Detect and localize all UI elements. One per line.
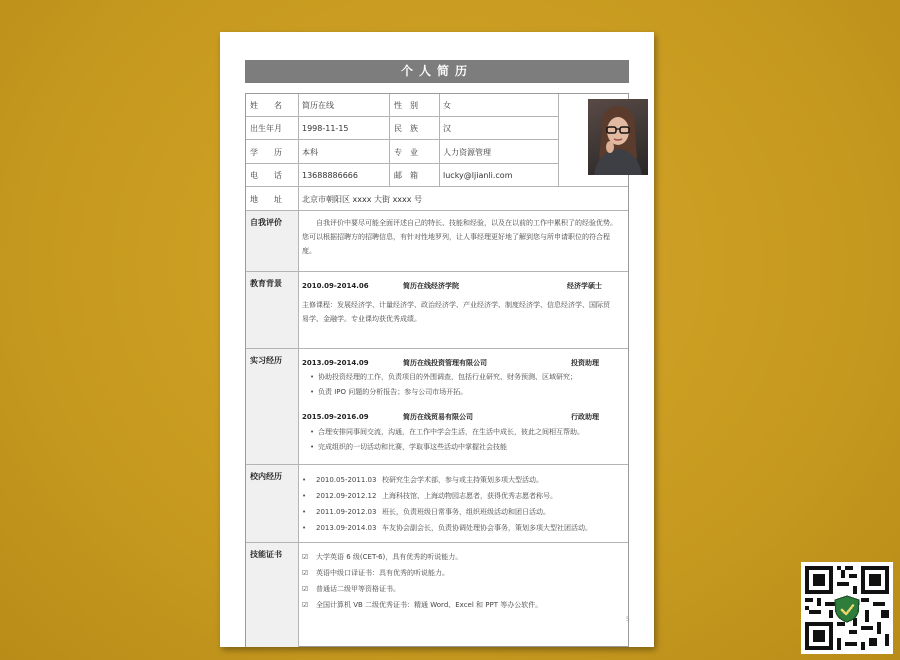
job2-item: 完成组织的一切活动和比赛，学取事这些活动中掌握社会技能 bbox=[318, 443, 507, 451]
job1-period: 2013.09-2014.09 bbox=[302, 359, 369, 367]
campus-period: 2011.09-2012.03 bbox=[316, 508, 377, 516]
bullet: • bbox=[302, 492, 307, 500]
self-eval-text: 自我评价中要尽可能全面评述自己的特长、技能和经验，以及在以前的工作中累积了的经验优势。 您可以根据招聘方的招聘信息，有针对性地罗列，让人事经理更好地了解到您与所申请职位的符合程 度。 bbox=[302, 219, 617, 255]
edu-school: 简历在线经济学院 bbox=[403, 282, 459, 290]
check-icon: ☑ bbox=[302, 553, 309, 561]
major-value: 人力资源管理 bbox=[443, 148, 491, 157]
qr-code-icon bbox=[801, 562, 893, 654]
skill-item: 英语中级口译证书：具有优秀的听说能力。 bbox=[316, 569, 449, 577]
email-value: lucky@ljianli.com bbox=[443, 171, 513, 180]
gender-value: 女 bbox=[443, 101, 451, 110]
campus-period: 2013.09-2014.03 bbox=[316, 524, 377, 532]
check-icon: ☑ bbox=[302, 569, 309, 577]
profile-photo bbox=[588, 99, 648, 175]
name-value: 简历在线 bbox=[302, 101, 334, 110]
skill-item: 普通话二级甲等资格证书。 bbox=[316, 585, 400, 593]
job1-item: 负责 IPO 问题的分析报告；参与公司市场开拓。 bbox=[318, 388, 468, 396]
resume-title: 个人简历 bbox=[245, 60, 629, 83]
job1-role: 投资助理 bbox=[571, 359, 599, 367]
ethnic-value: 汉 bbox=[443, 124, 451, 133]
resume-page bbox=[220, 32, 654, 647]
job2-period: 2015.09-2016.09 bbox=[302, 413, 369, 421]
resume-table bbox=[245, 93, 629, 647]
job2-company: 简历在线贸易有限公司 bbox=[403, 413, 473, 421]
edu-courses: 主修课程：发展经济学、计量经济学、政治经济学、产业经济学、制度经济学、信息经济学、国际贸 易学、金融学。专业课均获优秀成绩。 bbox=[302, 301, 610, 323]
skill-item: 全国计算机 VB 二级优秀证书：精通 Word、Excel 和 PPT 等办公软件。 bbox=[316, 601, 543, 609]
check-icon: ☑ bbox=[302, 601, 309, 609]
skill-item: 大学英语 6 级(CET-6)，具有优秀的听说能力。 bbox=[316, 553, 463, 561]
campus-period: 2010.05-2011.03 bbox=[316, 476, 377, 484]
edu-degree: 经济学硕士 bbox=[567, 282, 602, 290]
bullet: • bbox=[302, 476, 307, 484]
page-number: 5 bbox=[626, 616, 630, 623]
check-icon: ☑ bbox=[302, 585, 309, 593]
addr-value: 北京市朝阳区 xxxx 大街 xxxx 号 bbox=[302, 195, 423, 204]
bullet: • bbox=[302, 524, 307, 532]
bullet: • bbox=[310, 428, 315, 436]
edu-label: 学 历 bbox=[250, 148, 282, 157]
birth-value: 1998-11-15 bbox=[302, 124, 349, 133]
education-label: 教育背景 bbox=[246, 272, 298, 348]
skills-label: 技能证书 bbox=[246, 543, 298, 647]
bullet: • bbox=[310, 443, 315, 451]
major-label: 专 业 bbox=[394, 148, 418, 157]
job2-item: 合理安排同事间交流，沟通，在工作中学会生活，在生活中成长，彼此之间相互帮助。 bbox=[318, 428, 584, 436]
name-label: 姓 名 bbox=[250, 101, 282, 110]
addr-label: 地 址 bbox=[250, 195, 282, 204]
campus-text: 校研究生会学术部，参与或主持策划多项大型活动。 bbox=[382, 476, 543, 484]
campus-text: 上海科技馆、上海动物园志愿者，获得优秀志愿者称号。 bbox=[382, 492, 557, 500]
bullet: • bbox=[302, 508, 307, 516]
ethnic-label: 民 族 bbox=[394, 124, 418, 133]
self-eval-label: 自我评价 bbox=[246, 211, 298, 271]
job1-item: 协助投资经理的工作，负责项目的外围调查，包括行业研究、财务预测、区域研究； bbox=[318, 373, 577, 381]
campus-label: 校内经历 bbox=[246, 465, 298, 542]
internship-label: 实习经历 bbox=[246, 349, 298, 464]
edu-value: 本科 bbox=[302, 148, 318, 157]
campus-text: 车友协会副会长，负责协调处理协会事务，策划多项大型社团活动。 bbox=[382, 524, 592, 532]
email-label: 邮 箱 bbox=[394, 171, 418, 180]
campus-text: 班长，负责班级日常事务，组织班级活动和团日活动。 bbox=[382, 508, 550, 516]
edu-period: 2010.09-2014.06 bbox=[302, 282, 369, 290]
job2-role: 行政助理 bbox=[571, 413, 599, 421]
bullet: • bbox=[310, 388, 315, 396]
phone-label: 电 话 bbox=[250, 171, 282, 180]
campus-period: 2012.09-2012.12 bbox=[316, 492, 377, 500]
bullet: • bbox=[310, 373, 315, 381]
job1-company: 简历在线投资管理有限公司 bbox=[403, 359, 487, 367]
phone-value: 13688886666 bbox=[302, 171, 358, 180]
gender-label: 性 别 bbox=[394, 101, 418, 110]
birth-label: 出生年月 bbox=[250, 124, 282, 133]
